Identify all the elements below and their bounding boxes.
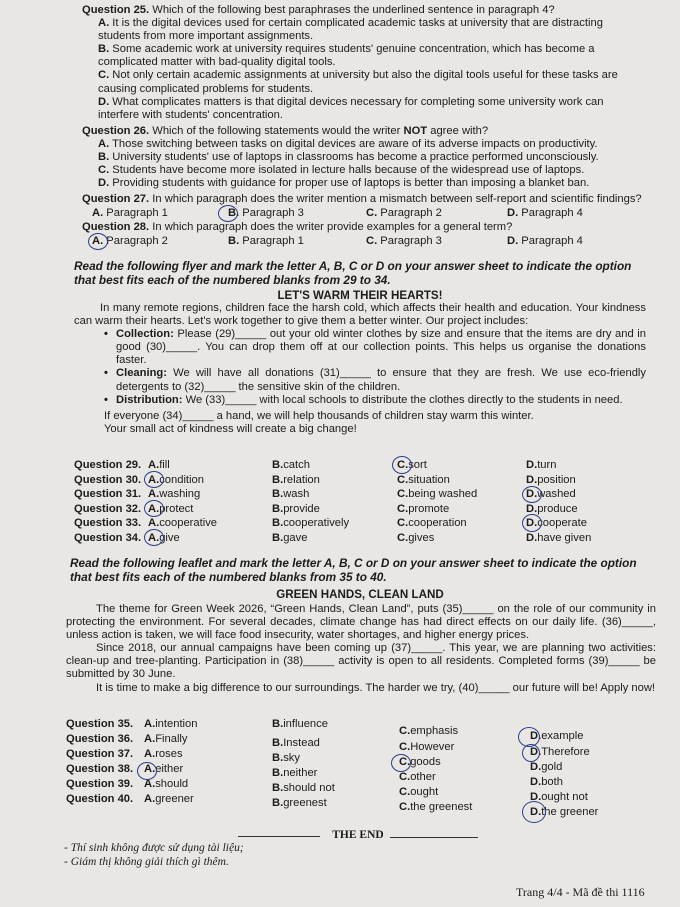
option-c: C. Paragraph 2 (366, 207, 442, 219)
option-d: D. Paragraph 4 (507, 235, 583, 247)
footer-note-2: - Giám thị không giải thích gì thêm. (64, 856, 229, 868)
leaflet-paragraph-1: The theme for Green Week 2026, “Green Hands, Clean Land”, puts (35)_____ on the role of our community in protecting the environment. For several decades, climate change has had direct effects on our daily life. (36)_____, unless action is taken, we will face food insecurity, water shortages, and higher energy prices. (66, 603, 656, 642)
question-number: Question 26. (82, 125, 150, 137)
option-b: B. Paragraph 3 (228, 207, 304, 219)
option-c: C. Students have become more isolated in lecture halls because of the widespread use of laptops. (98, 164, 585, 177)
question-row: Question 39. A. should B. should not C. ought D. ought not (66, 778, 588, 803)
question-25 (82, 4, 642, 122)
question-row: Question 34. A. give B. gave C. gives D. have given (74, 531, 592, 544)
section-instruction-leaflet: Read the following leaflet and mark the letter A, B, C or D on your answer sheet to indicate the option that best fits each of the numbered blanks from 35 to 40. (70, 556, 637, 584)
leaflet-paragraph-2: Since 2018, our annual campaigns have been coming up (37)_____. This year, we are planning two activities: clean-up and tree-planting. Participation in (38)_____ activity is open to all residents. Completed forms (39)_____ be submitted by 30 June. (66, 642, 656, 681)
question-row: Question 30. A. condition B. relation C. situation D. position (74, 473, 576, 486)
flyer-closing-1: If everyone (34)_____ a hand, we will help thousands of children stay warm this winter. (104, 409, 534, 422)
flyer-title: LET'S WARM THEIR HEARTS! (277, 289, 443, 302)
leaflet-title: GREEN HANDS, CLEAN LAND (276, 588, 444, 601)
question-row: Question 32. A. protect B. provide C. promote D. produce (74, 502, 578, 515)
question-number: Question 25. (82, 4, 150, 16)
divider (238, 836, 320, 837)
page-number: Trang 4/4 - Mã đề thi 1116 (516, 885, 645, 899)
question-row: Question 40. A. greener B. greenest C. the greenest D. the greener (66, 793, 599, 818)
question-row: Question 33. A. cooperative B. cooperatively C. cooperation D. cooperate (74, 517, 587, 529)
question-28: Question 28. In which paragraph does the writer provide examples for a general term? A. Paragraph 2 B. Paragraph 1 C. Paragraph 3 D. Paragraph 4 (82, 221, 583, 247)
flyer-bullet-distribution: • Distribution: We (33)_____ with local schools to distribute the clothes directly to the students in need. (74, 394, 646, 407)
question-row: Question 31. A. washing B. wash C. being washed D. washed (74, 488, 576, 500)
option-d: D. Paragraph 4 (507, 207, 583, 219)
divider (390, 837, 478, 838)
question-row: Question 38. A. either B. neither C. other D. both (66, 763, 563, 788)
the-end-line: THE END (238, 829, 478, 843)
option-a: A. Paragraph 2 (92, 235, 168, 247)
footer-note-1: - Thí sinh không được sử dụng tài liệu; (64, 842, 244, 854)
section-instruction-flyer: Read the following flyer and mark the letter A, B, C or D on your answer sheet to indicate the option that best fits each of the numbered blanks from 29 to 34. (74, 259, 632, 287)
option-a: A. Paragraph 1 (92, 207, 168, 219)
option-b: B. University students' use of laptops in classrooms has become a practice performed unconsciously. (98, 151, 599, 164)
flyer-body (74, 302, 646, 436)
flyer-closing-2: Your small act of kindness will create a big change! (104, 422, 357, 435)
option-d: D. Providing students with guidance for proper use of laptops is better than imposing a blanket ban. (98, 177, 590, 190)
question-27: Question 27. In which paragraph does the writer mention a mismatch between self-report and scientific findings? A. Paragraph 1 B. Paragraph 3 C. Paragraph 2 D. Paragraph 4 (82, 193, 642, 219)
flyer-bullet-collection: • Collection: Please (29)_____ out your old winter clothes by size and ensure that the items are dry and in good (30)_____. You can drop them off at our collection points. This helps us organise the donations faster. (74, 328, 646, 367)
question-row: Question 36. A. Finally B. Instead C. However D. Therefore (66, 733, 590, 758)
option-a: A. It is the digital devices used for certain complicated academic tasks at university that are distracting students from more important assignments. (98, 17, 603, 43)
leaflet-body (66, 603, 656, 695)
option-c: C. Not only certain academic assignments at university but also the digital tools useful for these tasks are causing complicated problems for students. (98, 69, 618, 95)
option-a: A. Those switching between tasks on digital devices are aware of its adverse impacts on productivity. (98, 138, 598, 151)
option-d: D. What complicates matters is that digital devices necessary for completing some university work can interfere with students' concentration. (98, 95, 604, 121)
question-row: Question 35. A. intention B. influence C. emphasis D. example (66, 718, 584, 742)
question-row: Question 37. A. roses B. sky C. goods D. gold (66, 748, 563, 773)
flyer-bullet-cleaning: • Cleaning: We will have all donations (31)_____ to ensure that they are fresh. We use eco-friendly detergents to (32)_____ the sensitive skin of the children. (74, 367, 646, 393)
question-row: Question 29. A. fill B. catch C. sort D. turn (74, 459, 557, 471)
question-stem: Which of the following best paraphrases the underlined sentence in paragraph 4? (152, 4, 555, 16)
flyer-intro: In many remote regions, children face the harsh cold, which affects their health and education. Your kindness can warm their hearts. Let's work together to give them a better winter. Our project includes: (74, 302, 646, 328)
option-b: B. Some academic work at university requires students' genuine concentration, which has become a complicated matter with bad-quality digital tools. (98, 43, 595, 69)
option-b: B. Paragraph 1 (228, 235, 304, 247)
question-26: Question 26. Which of the following statements would the writer NOT agree with? A. Those switching between tasks on digital devices are aware of its adverse impacts on productivity. B. University students' use of laptops in classrooms has become a practice performed unconsciously. C. Students have become more isolated in lecture halls because of the widespread use of laptops. D. Providing students with guidance for proper use of laptops is better than imposing a blanket ban. (82, 125, 642, 190)
option-c: C. Paragraph 3 (366, 235, 442, 247)
leaflet-paragraph-3: It is time to make a big difference to our surroundings. The harder we try, (40)_____ our future will be! Apply now! (96, 681, 656, 694)
